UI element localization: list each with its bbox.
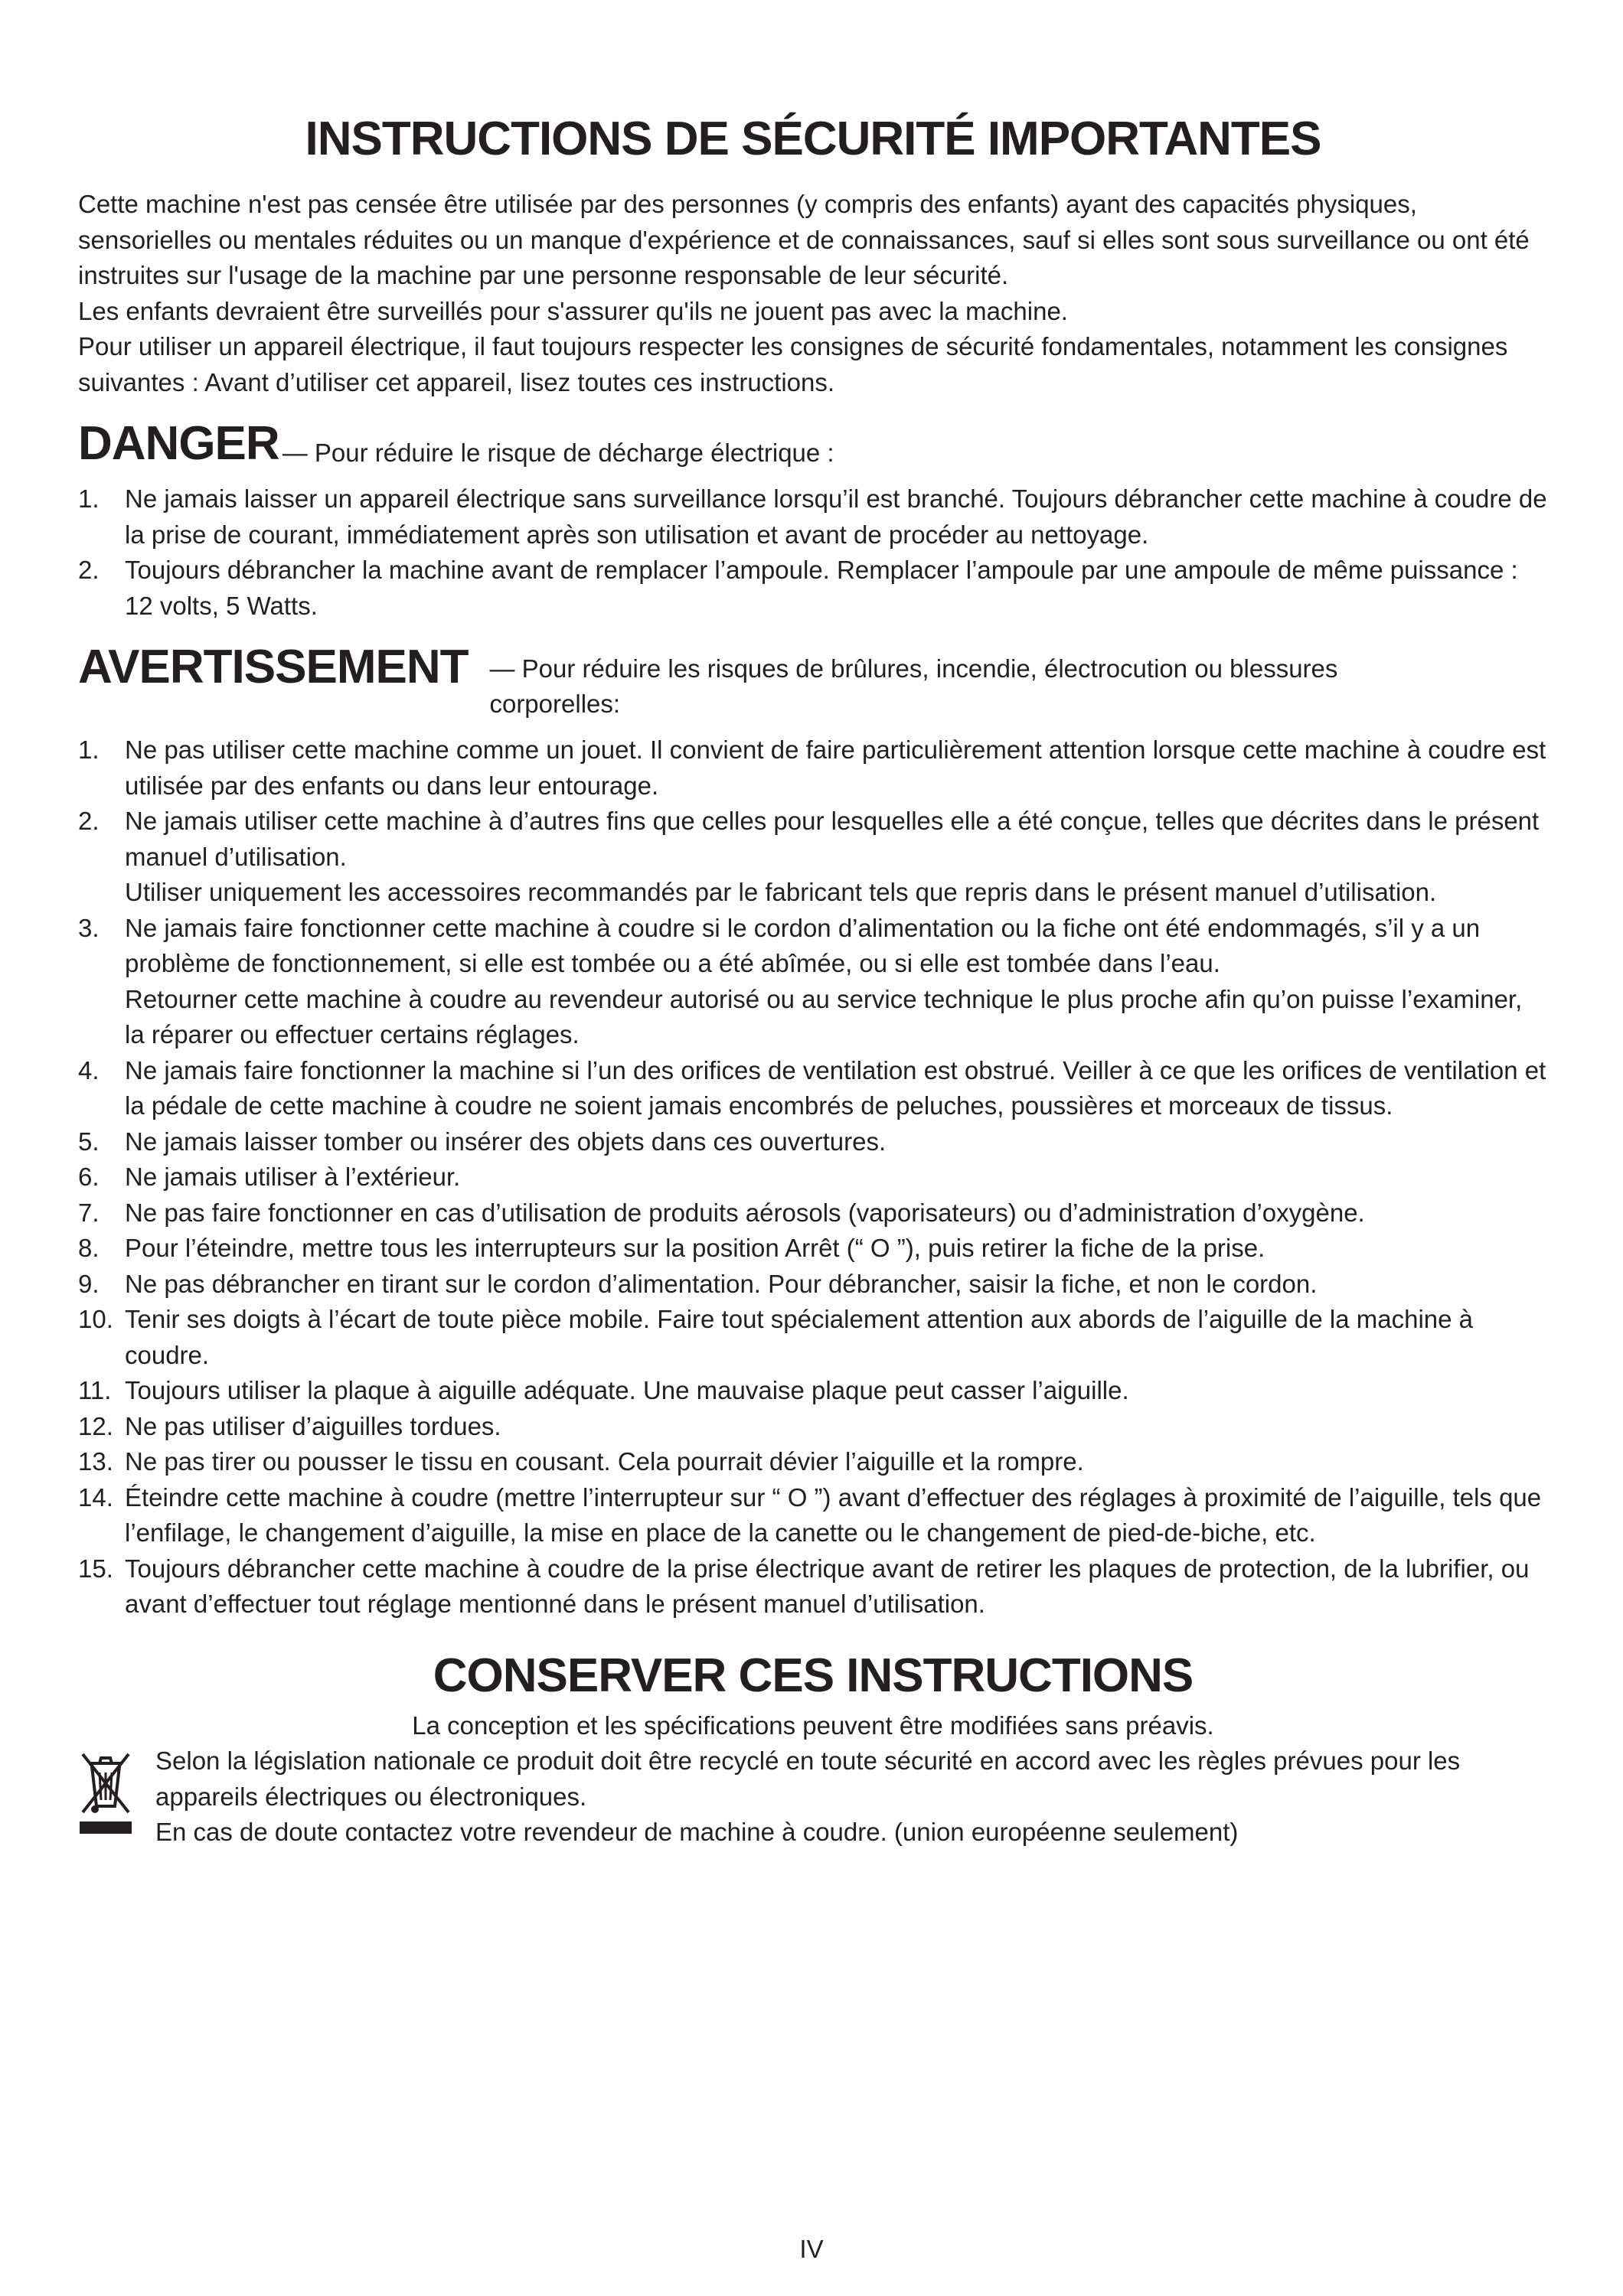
list-item [78, 1195, 1548, 1231]
item-text: Tenir ses doigts à l’écart de toute pièce mobile. Faire tout spécialement attention aux abords de l’aiguille de la machine à coudre. [125, 1305, 1474, 1369]
avertissement-label: AVERTISSEMENT [78, 641, 469, 694]
danger-label: DANGER [78, 417, 279, 471]
item-text: Ne jamais laisser tomber ou insérer des objets dans ces ouvertures. [125, 1127, 887, 1156]
item-text: Ne jamais laisser un appareil électrique sans surveillance lorsqu’il est branché. Toujours débrancher cette machine à coudre de la prise de courant, immédiatement après son utilisation et avant de procéder au nettoyage. [125, 484, 1547, 549]
item-number: 1. [78, 735, 100, 765]
recycling-text: En cas de doute contactez votre revendeur de machine à coudre. (union européenne seulement) [155, 1818, 1239, 1847]
item-number: 8. [78, 1234, 100, 1263]
conserver-heading: CONSERVER CES INSTRUCTIONS [433, 1649, 1194, 1702]
avertissement-heading [78, 641, 1548, 722]
avertissement-list [78, 732, 1548, 1623]
page-title: INSTRUCTIONS DE SÉCURITÉ IMPORTANTES [305, 113, 1321, 165]
list-item [78, 1159, 1548, 1195]
avertissement-description: — Pour réduire les risques de brûlures, incendie, électrocution ou blessures corporelles: [489, 654, 1338, 719]
item-text: Ne jamais utiliser à l’extérieur. [125, 1163, 461, 1192]
item-number: 12. [78, 1411, 113, 1440]
list-item [78, 1231, 1548, 1267]
item-number: 10. [78, 1305, 113, 1334]
intro-paragraph: Pour utiliser un appareil électrique, il faut toujours respecter les consignes de sécurité fondamentales, notamment les consignes suivantes : Avant d’utiliser cet appareil, lisez toutes ces instructions. [78, 332, 1508, 396]
item-text: Ne pas utiliser cette machine comme un jouet. Il convient de faire particulièrement attention lorsque cette machine à coudre est utilisée par des enfants ou dans leur entourage. [125, 735, 1546, 800]
item-text: Ne pas utiliser d’aiguilles tordues. [125, 1411, 501, 1440]
list-item [78, 1444, 1548, 1480]
list-item [78, 481, 1548, 553]
list-item [78, 1053, 1548, 1124]
item-text: Utiliser uniquement les accessoires recommandés par le fabricant tels que repris dans le présent manuel d’utilisation. [125, 878, 1437, 907]
item-number: 14. [78, 1482, 113, 1512]
item-number: 6. [78, 1163, 100, 1192]
item-number: 2. [78, 556, 100, 585]
manual-page [78, 113, 1548, 1851]
item-number: 4. [78, 1055, 100, 1084]
item-number: 5. [78, 1127, 100, 1156]
item-number: 15. [78, 1554, 113, 1583]
specs-notice: La conception et les spécifications peuvent être modifiées sans préavis. [412, 1711, 1214, 1740]
item-number: 7. [78, 1198, 100, 1227]
list-item [78, 1480, 1548, 1551]
item-text: Toujours utiliser la plaque à aiguille adéquate. Une mauvaise plaque peut casser l’aiguille. [125, 1376, 1129, 1405]
intro-paragraph: Cette machine n'est pas censée être utilisée par des personnes (y compris des enfants) ayant des capacités physiques, sensorielles ou mentales réduites ou un manque d'expérience et de connaissances, sauf si elles sont sous surveillance ou ont été instruites sur l'usage de la machine par une personne responsable de leur sécurité. [78, 190, 1530, 290]
list-item [78, 1409, 1548, 1445]
item-text: Ne pas tirer ou pousser le tissu en cousant. Cela pourrait dévier l’aiguille et la rompre. [125, 1447, 1084, 1476]
item-text: Ne jamais faire fonctionner cette machine à coudre si le cordon d’alimentation ou la fiche ont été endommagés, s’il y a un problème de fonctionnement, si elle est tombée ou a été abîmée, ou si elle est tombée dans l’eau. [125, 913, 1481, 978]
list-item [78, 804, 1548, 911]
list-item [78, 1373, 1548, 1409]
danger-heading [78, 417, 1548, 471]
recycling-text: Selon la législation nationale ce produit doit être recyclé en toute sécurité en accord avec les règles prévues pour les appareils électriques ou électroniques. [155, 1746, 1461, 1811]
list-item [78, 1551, 1548, 1623]
item-text: Éteindre cette machine à coudre (mettre l’interrupteur sur “ O ”) avant d’effectuer des réglages à proximité de l’aiguille, tels que l’enfilage, le changement d’aiguille, la mise en place de la canette ou le changement de pied-de-biche, etc. [125, 1482, 1542, 1548]
item-number: 1. [78, 484, 100, 514]
item-number: 9. [78, 1269, 100, 1298]
item-text: Ne jamais utiliser cette machine à d’autres fins que celles pour lesquelles elle a été conçue, telles que décrites dans le présent manuel d’utilisation. [125, 807, 1540, 871]
item-text: Toujours débrancher la machine avant de remplacer l’ampoule. Remplacer l’ampoule par une ampoule de même puissance : 12 volts, 5 Watts. [125, 556, 1518, 620]
item-number: 13. [78, 1447, 113, 1476]
item-text: Ne pas faire fonctionner en cas d’utilisation de produits aérosols (vaporisateurs) ou d’administration d’oxygène. [125, 1198, 1365, 1227]
item-text: Ne jamais faire fonctionner la machine si l’un des orifices de ventilation est obstrué. Veiller à ce que les orifices de ventilation et la pédale de cette machine à coudre ne soient jamais encombrés de peluches, poussières et morceaux de tissus. [125, 1055, 1546, 1120]
item-number: 2. [78, 807, 100, 836]
item-text: Pour l’éteindre, mettre tous les interrupteurs sur la position Arrêt (“ O ”), puis retirer la fiche de la prise. [125, 1234, 1265, 1263]
intro-paragraph: Les enfants devraient être surveillés pour s'assurer qu'ils ne jouent pas avec la machine. [78, 296, 1068, 325]
list-item [78, 911, 1548, 1053]
danger-description: — Pour réduire le risque de décharge électrique : [282, 439, 834, 468]
item-text: Toujours débrancher cette machine à coudre de la prise électrique avant de retirer les plaques de protection, de la lubrifier, ou avant d’effectuer tout réglage mentionné dans le présent manuel d’utilisation. [125, 1554, 1530, 1619]
danger-list [78, 481, 1548, 624]
item-number: 11. [78, 1376, 112, 1405]
item-text: Ne pas débrancher en tirant sur le cordon d’alimentation. Pour débrancher, saisir la fiche, et non le cordon. [125, 1269, 1318, 1298]
weee-crossed-bin-icon [78, 1750, 133, 1835]
list-item [78, 1267, 1548, 1303]
page-number: IV [799, 2235, 824, 2263]
item-text: Retourner cette machine à coudre au revendeur autorisé ou au service technique le plus proche afin qu’on puisse l’examiner, la réparer ou effectuer certains réglages. [125, 984, 1523, 1049]
list-item [78, 553, 1548, 624]
recycling-block [78, 1743, 1548, 1851]
intro-block [78, 187, 1548, 400]
list-item [78, 732, 1548, 804]
list-item [78, 1302, 1548, 1373]
list-item [78, 1124, 1548, 1160]
item-number: 3. [78, 913, 100, 942]
